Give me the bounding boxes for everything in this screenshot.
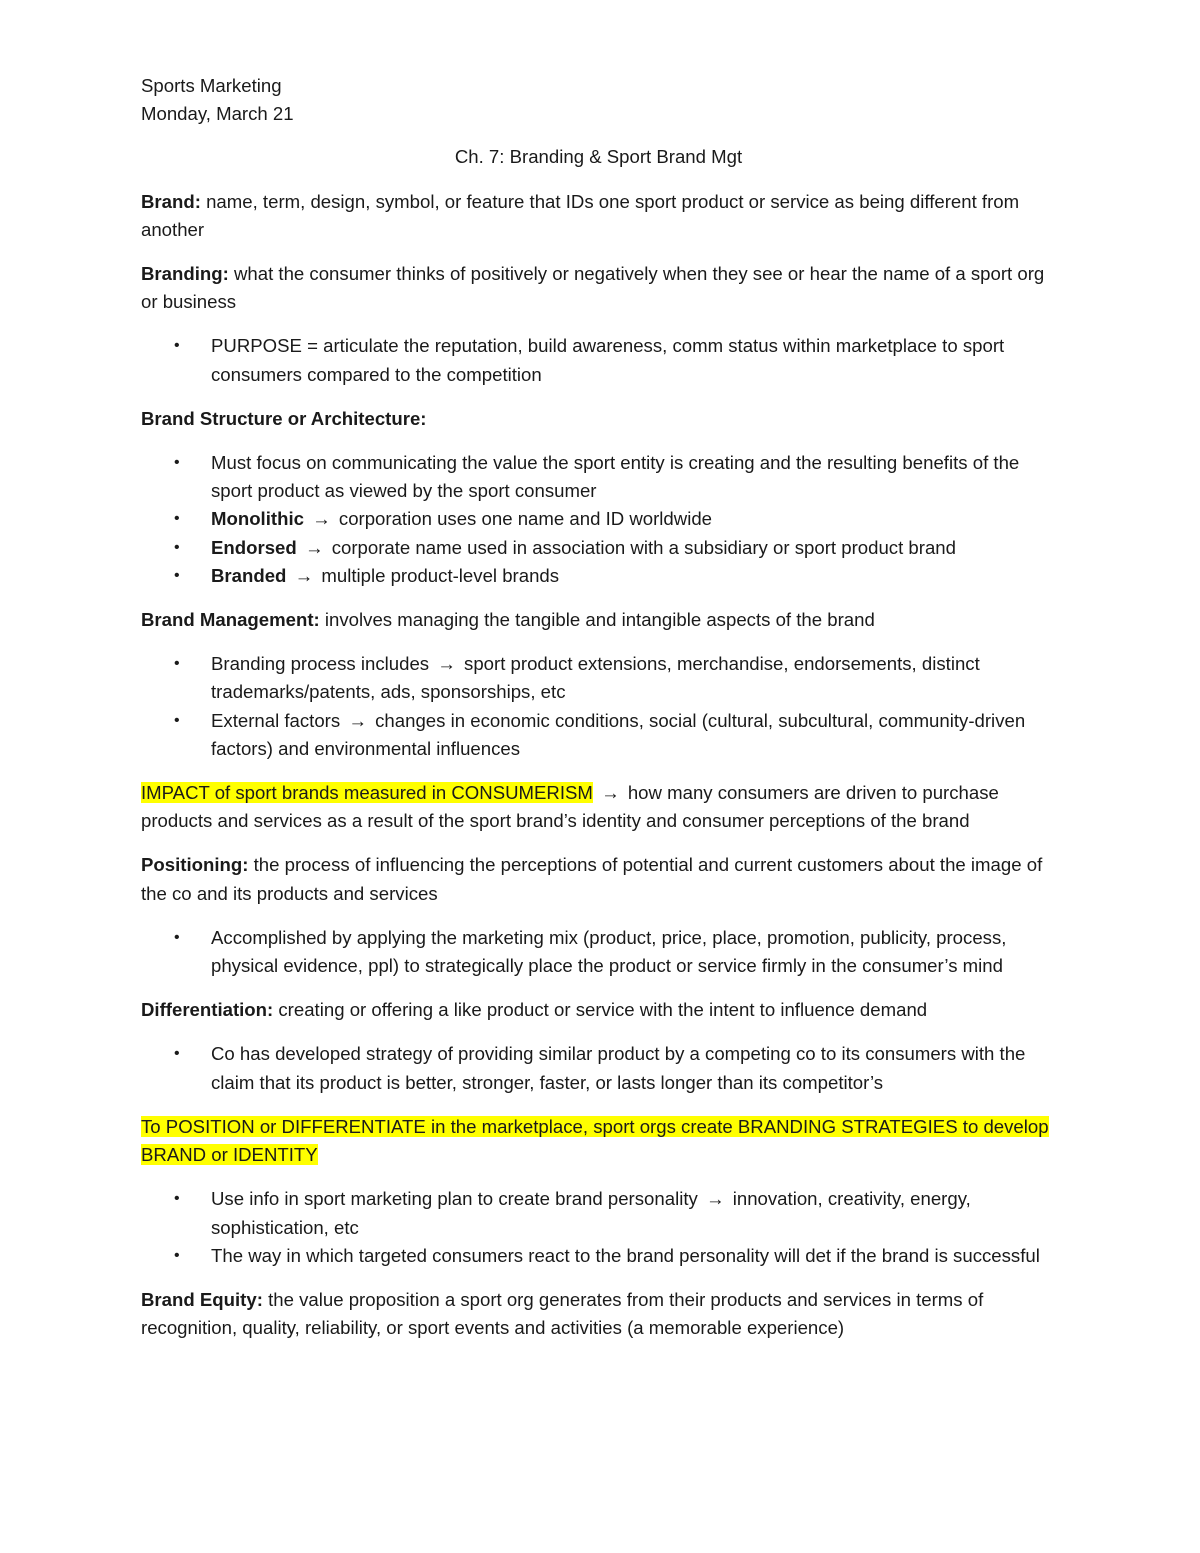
bullet-icon: • (174, 337, 180, 355)
branded-text: multiple product-level brands (321, 564, 560, 586)
positioning-term: Positioning: (141, 854, 249, 876)
differentiation-term: Differentiation: (141, 999, 274, 1021)
branding-term: Branding: (141, 263, 229, 285)
management-definition (141, 606, 1056, 634)
impact-highlight: IMPACT of sport brands measured in CONSUMERISM (141, 782, 593, 804)
arrow-right-icon: → (348, 709, 367, 731)
bullet-text: PURPOSE = articulate the reputation, build awareness, comm status within marketplace to sport consumers compared to the competition (211, 335, 1005, 385)
list-item (141, 1242, 1056, 1270)
list-item (141, 1185, 1056, 1241)
management-text: involves managing the tangible and intangible aspects of the brand (319, 609, 875, 631)
list-item (141, 332, 1056, 388)
process-label: Branding process includes (211, 653, 430, 675)
equity-text: the value proposition a sport org generates from their products and services in terms of recognition, quality, reliability, or sport events and activities (a memorable experience) (141, 1288, 984, 1339)
external-text: changes in economic conditions, social (cultural, subcultural, community-driven factors) and environmental influences (211, 709, 1026, 759)
impact-text: how many consumers are driven to purchase products and services as a result of the sport brand’s identity and consumer perceptions of the brand (141, 782, 999, 832)
monolithic-text: corporation uses one name and ID worldwide (338, 508, 713, 530)
arrow-right-icon: → (312, 508, 331, 530)
management-bullet-list (141, 650, 1056, 763)
list-item (141, 449, 1056, 505)
external-label: External factors (211, 709, 341, 731)
personality-text: innovation, creativity, energy, sophistication, etc (211, 1188, 971, 1238)
management-term: Brand Management: (141, 609, 320, 631)
bullet-icon: • (174, 1246, 180, 1264)
course-name: Sports Marketing (141, 75, 282, 96)
impact-statement (141, 779, 1056, 835)
bullet-icon: • (174, 538, 180, 556)
strategies-statement (141, 1113, 1056, 1169)
bullet-icon: • (174, 928, 180, 946)
brand-definition (141, 188, 1056, 244)
equity-term: Brand Equity: (141, 1288, 263, 1310)
arrow-right-icon: → (294, 564, 314, 586)
list-item (141, 562, 1056, 590)
chapter-title: Ch. 7: Branding & Sport Brand Mgt (454, 146, 743, 168)
bullet-icon: • (174, 711, 180, 729)
structure-term: Brand Structure or Architecture: (141, 407, 427, 429)
branding-definition (141, 260, 1056, 316)
equity-definition (141, 1286, 1056, 1342)
reaction-text: The way in which targeted consumers react to the brand personality will det if the brand is successful (211, 1244, 1040, 1266)
bullet-text: Accomplished by applying the marketing mix (product, price, place, promotion, publicity, process, physical evidence, ppl) to strategically place the product or service firmly in the consumer’s mind (211, 926, 1007, 977)
positioning-definition (141, 851, 1056, 907)
endorsed-label: Endorsed (211, 536, 297, 558)
bullet-icon: • (174, 1045, 180, 1063)
bullet-icon: • (174, 510, 180, 528)
list-item (141, 707, 1056, 763)
document-page (141, 72, 1056, 1358)
arrow-right-icon: → (601, 782, 620, 804)
branding-text: what the consumer thinks of positively or negatively when they see or hear the name of a sport org or business (141, 263, 1045, 313)
brand-text: name, term, design, symbol, or feature that IDs one sport product or service as being different from another (141, 190, 1020, 240)
list-item (141, 534, 1056, 562)
strategies-bullet-list (141, 1185, 1056, 1270)
differentiation-definition (141, 996, 1056, 1024)
bullet-icon: • (174, 1190, 180, 1208)
monolithic-label: Monolithic (211, 508, 304, 530)
brand-term: Brand: (141, 190, 201, 212)
strategies-highlight: To POSITION or DIFFERENTIATE in the marketplace, sport orgs create BRANDING STRATEGIES to develop BRAND or IDENTITY (141, 1115, 1049, 1166)
bullet-icon: • (174, 655, 180, 673)
list-item (141, 924, 1056, 980)
process-text: sport product extensions, merchandise, endorsements, distinct trademarks/patents, ads, sponsorships, etc (211, 653, 980, 703)
lecture-date: Monday, March 21 (141, 103, 294, 125)
personality-label: Use info in sport marketing plan to create brand personality (211, 1188, 698, 1210)
structure-heading (141, 405, 1056, 433)
differentiation-bullet-list (141, 1040, 1056, 1096)
endorsed-text: corporate name used in association with a subsidiary or sport product brand (331, 536, 956, 558)
bullet-icon: • (174, 566, 180, 584)
branded-label: Branded (211, 564, 287, 586)
bullet-text: Must focus on communicating the value the sport entity is creating and the resulting benefits of the sport product as viewed by the sport consumer (211, 452, 1020, 502)
positioning-bullet-list (141, 924, 1056, 980)
structure-bullet-list (141, 449, 1056, 590)
bullet-icon: • (174, 454, 180, 472)
arrow-right-icon: → (437, 653, 456, 675)
list-item (141, 650, 1056, 706)
positioning-text: the process of influencing the perceptions of potential and current customers about the image of the co and its products and services (141, 854, 1043, 904)
bullet-text: Co has developed strategy of providing similar product by a competing co to its consumers with the claim that its product is better, stronger, faster, or lasts longer than its competitor’s (211, 1043, 1026, 1093)
branding-bullet-list (141, 332, 1056, 388)
arrow-right-icon: → (304, 536, 324, 558)
arrow-right-icon: → (705, 1188, 725, 1210)
list-item (141, 505, 1056, 533)
list-item (141, 1040, 1056, 1096)
differentiation-text: creating or offering a like product or service with the intent to influence demand (273, 999, 928, 1021)
